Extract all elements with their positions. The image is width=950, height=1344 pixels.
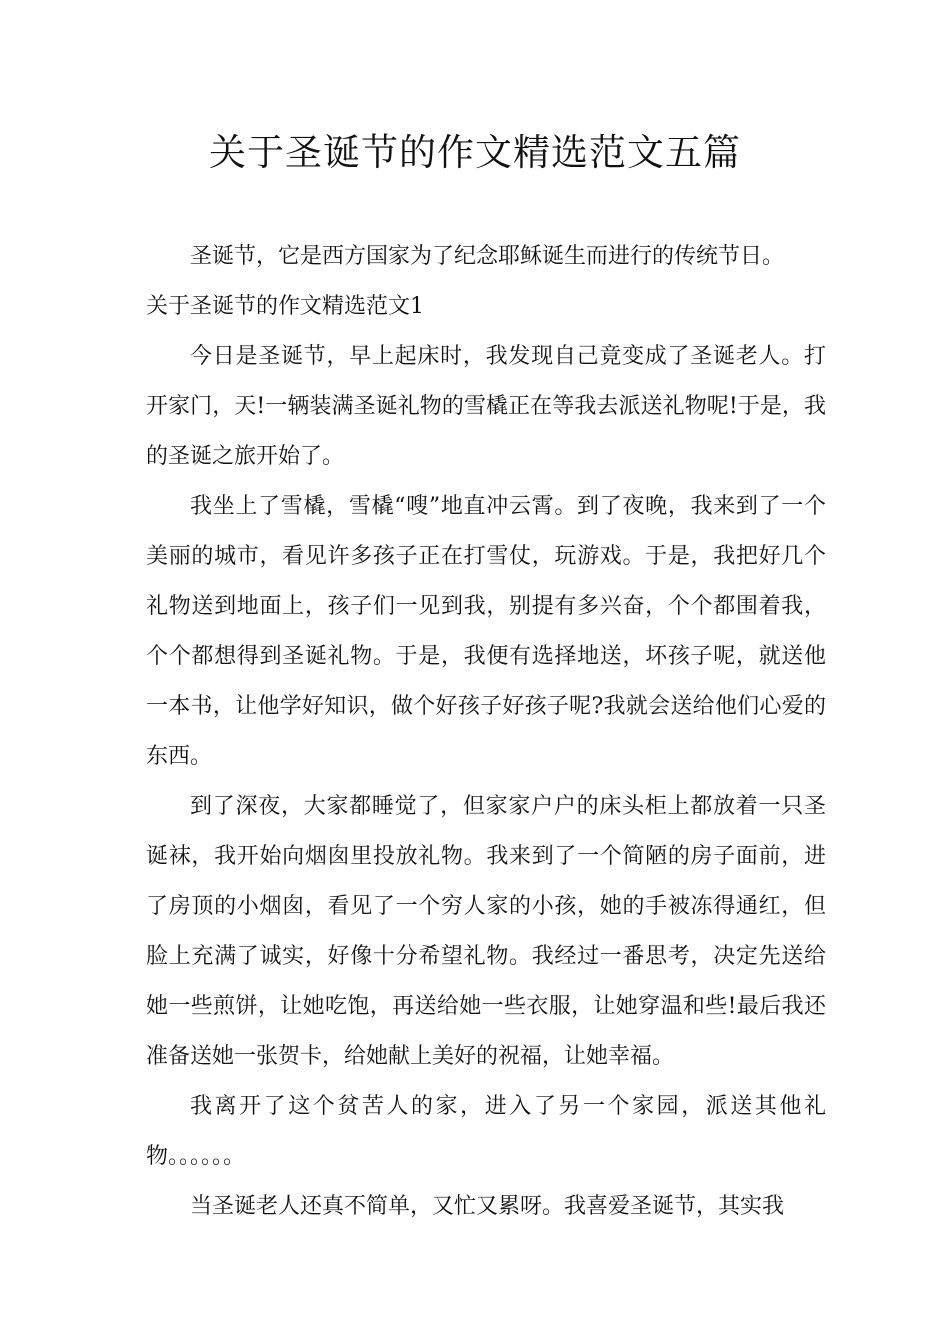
body-paragraph: 当圣诞老人还真不简单，又忙又累呀。我喜爱圣诞节，其实我	[190, 1194, 785, 1219]
body-paragraph: 我坐上了雪橇，雪橇“嗖”地直冲云霄。到了夜晚，我来到了一个美丽的城市，看见许多孩子正在打雪仗，玩游戏。于是，我把好几个礼物送到地面上，孩子们一见到我，别提有多兴奋，个个都围着我，个个都想得到圣诞礼物。于是，我便有选择地送，坏孩子呢，就送他一本书，让他学好知识，做个好孩子好孩子呢?我就会送给他们心爱的东西。	[146, 494, 826, 769]
intro-paragraph: 圣诞节，它是西方国家为了纪念耶稣诞生而进行的传统节日。	[190, 244, 785, 269]
body-paragraph: 我离开了这个贫苦人的家，进入了另一个家园，派送其他礼物。。。。。。	[146, 1094, 826, 1169]
document-body	[146, 232, 826, 1232]
section-heading: 关于圣诞节的作文精选范文1	[146, 294, 424, 319]
document-title: 关于圣诞节的作文精选范文五篇	[209, 131, 741, 174]
body-paragraph: 今日是圣诞节，早上起床时，我发现自己竟变成了圣诞老人。打开家门，天!一辆装满圣诞礼物的雪橇正在等我去派送礼物呢!于是，我的圣诞之旅开始了。	[146, 344, 826, 469]
body-paragraph: 到了深夜，大家都睡觉了，但家家户户的床头柜上都放着一只圣诞袜，我开始向烟囱里投放礼物。我来到了一个简陋的房子面前，进了房顶的小烟囱，看见了一个穷人家的小孩，她的手被冻得通红，但脸上充满了诚实，好像十分希望礼物。我经过一番思考，决定先送给她一些煎饼，让她吃饱，再送给她一些衣服，让她穿温和些!最后我还准备送她一张贺卡，给她献上美好的祝福，让她幸福。	[146, 794, 826, 1069]
